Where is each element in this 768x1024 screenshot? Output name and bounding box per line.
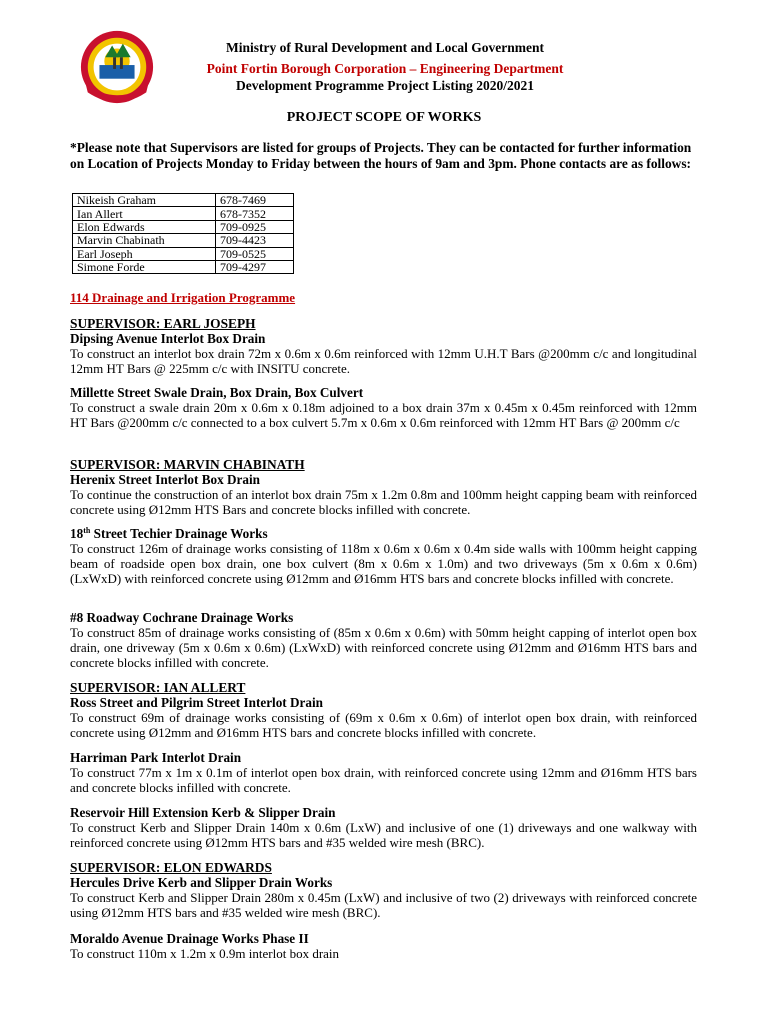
project-description: To construct 85m of drainage works consisting of (85m x 0.6m x 0.6m) with 50mm height capping of interlot open box drain, one driveway (5m x 0.6m x 0.6m) (LxWxD) with reinforced concrete using Ø12mm and Ø16mm HTS bars and concrete blocks infilled with concrete. (70, 625, 697, 671)
table-row (73, 247, 294, 260)
project-description: To construct 126m of drainage works consisting of 118m x 0.6m x 0.6m x 0.4m side walls with 100mm height capping beam of roadside open box drain, one box culvert (8m x 0.6m x 1.0m) and two driveways (5m x 0.6m x 0.6m) (LxWxD) with reinforced concrete using Ø12mm and Ø16mm HTS bars and concrete blocks infilled with concrete. (70, 541, 697, 587)
supervisor-heading: SUPERVISOR: MARVIN CHABINATH (70, 457, 305, 472)
project-description: To construct Kerb and Slipper Drain 140m x 0.6m (LxW) and inclusive of one (1) driveways and one walkway with reinforced concrete using Ø12mm HTS bars and #35 welded wire mesh (BRC). (70, 820, 697, 851)
contact-phone: 709-4423 (216, 234, 294, 247)
supervisor-note: *Please note that Supervisors are listed for groups of Projects. They can be contacted for further information on Location of Projects Monday to Friday between the hours of 9am and 3pm. Phone contacts are as follows: (70, 140, 692, 171)
contact-name: Earl Joseph (73, 247, 216, 260)
table-row (73, 194, 294, 207)
project-block-cochrane (70, 610, 697, 671)
title-ordinal: th (83, 526, 91, 535)
project-description: To construct a swale drain 20m x 0.6m x 0.18m adjoined to a box drain 37m x 0.45m x 0.45m reinforced with 12mm HT Bars @200mm c/c connected to a box culvert 5.7m x 0.6m x 0.6m reinforced with 12mm HT Bars @ 200mm c/c (70, 400, 697, 431)
contact-phone: 709-0525 (216, 247, 294, 260)
supervisor-section-ian (70, 680, 697, 740)
project-title: Dipsing Avenue Interlot Box Drain (70, 331, 266, 346)
project-description: To construct Kerb and Slipper Drain 280m x 0.45m (LxW) and inclusive of two (2) driveways with reinforced concrete using Ø12mm HTS bars and #35 welded wire mesh (BRC). (70, 890, 697, 921)
table-row (73, 207, 294, 220)
project-block-moraldo (70, 931, 697, 961)
contact-phone: 678-7469 (216, 194, 294, 207)
project-description: To construct 77m x 1m x 0.1m of interlot open box drain, with reinforced concrete using 12mm and Ø16mm HTS bars and concrete blocks infilled with concrete. (70, 765, 697, 796)
contact-phone: 709-0925 (216, 220, 294, 233)
ministry-heading: Ministry of Rural Development and Local Government (226, 40, 544, 55)
table-row (73, 220, 294, 233)
contact-name: Nikeish Graham (73, 194, 216, 207)
supervisor-section-earl (70, 316, 697, 376)
contact-name: Elon Edwards (73, 220, 216, 233)
listing-heading: Development Programme Project Listing 2020/2021 (236, 78, 534, 93)
project-title: Hercules Drive Kerb and Slipper Drain Works (70, 875, 333, 890)
supervisor-heading: SUPERVISOR: IAN ALLERT (70, 680, 246, 695)
project-title: #8 Roadway Cochrane Drainage Works (70, 610, 294, 625)
project-description: To continue the construction of an interlot box drain 75m x 1.2m 0.8m and 100mm height capping beam with reinforced concrete using Ø12mm HTS Bars and concrete blocks infilled with concrete. (70, 487, 697, 518)
project-title: Reservoir Hill Extension Kerb & Slipper Drain (70, 805, 336, 820)
contact-phone: 678-7352 (216, 207, 294, 220)
supervisor-heading: SUPERVISOR: EARL JOSEPH (70, 316, 256, 331)
supervisor-section-marvin (70, 457, 697, 517)
contact-phone: 709-4297 (216, 260, 294, 273)
project-title: Millette Street Swale Drain, Box Drain, Box Culvert (70, 385, 364, 400)
project-block-millette (70, 385, 697, 430)
project-title (70, 526, 697, 541)
corporation-heading: Point Fortin Borough Corporation – Engineering Department (206, 61, 564, 76)
supervisor-heading: SUPERVISOR: ELON EDWARDS (70, 860, 272, 875)
project-description: To construct an interlot box drain 72m x 0.6m x 0.6m reinforced with 12mm U.H.T Bars @200mm c/c and longitudinal 12mm HT Bars @ 225mm c/c with INSITU concrete. (70, 346, 697, 377)
project-block-reservoir (70, 805, 697, 850)
project-description: To construct 110m x 1.2m x 0.9m interlot box drain (70, 946, 340, 961)
project-title: Herenix Street Interlot Box Drain (70, 472, 260, 487)
project-title: Ross Street and Pilgrim Street Interlot Drain (70, 695, 323, 710)
supervisor-section-elon (70, 860, 697, 920)
project-description: To construct 69m of drainage works consisting of (69m x 0.6m x 0.6m) of interlot open box drain, with reinforced concrete using Ø12mm and Ø16mm HTS bars and concrete blocks infilled with concrete. (70, 710, 697, 741)
contacts-table (72, 193, 294, 274)
project-title: Harriman Park Interlot Drain (70, 750, 242, 765)
table-row (73, 234, 294, 247)
programme-heading: 114 Drainage and Irrigation Programme (70, 290, 296, 305)
table-row (73, 260, 294, 273)
contact-name: Marvin Chabinath (73, 234, 216, 247)
project-block-harriman (70, 750, 697, 795)
contact-name: Simone Forde (73, 260, 216, 273)
title-rest: Street Techier Drainage Works (90, 526, 268, 541)
borough-crest-logo (78, 28, 156, 106)
title-number: 18 (70, 526, 84, 541)
page-title: PROJECT SCOPE OF WORKS (286, 110, 482, 125)
project-title: Moraldo Avenue Drainage Works Phase II (70, 931, 309, 946)
project-block-techier (70, 526, 697, 587)
contact-name: Ian Allert (73, 207, 216, 220)
